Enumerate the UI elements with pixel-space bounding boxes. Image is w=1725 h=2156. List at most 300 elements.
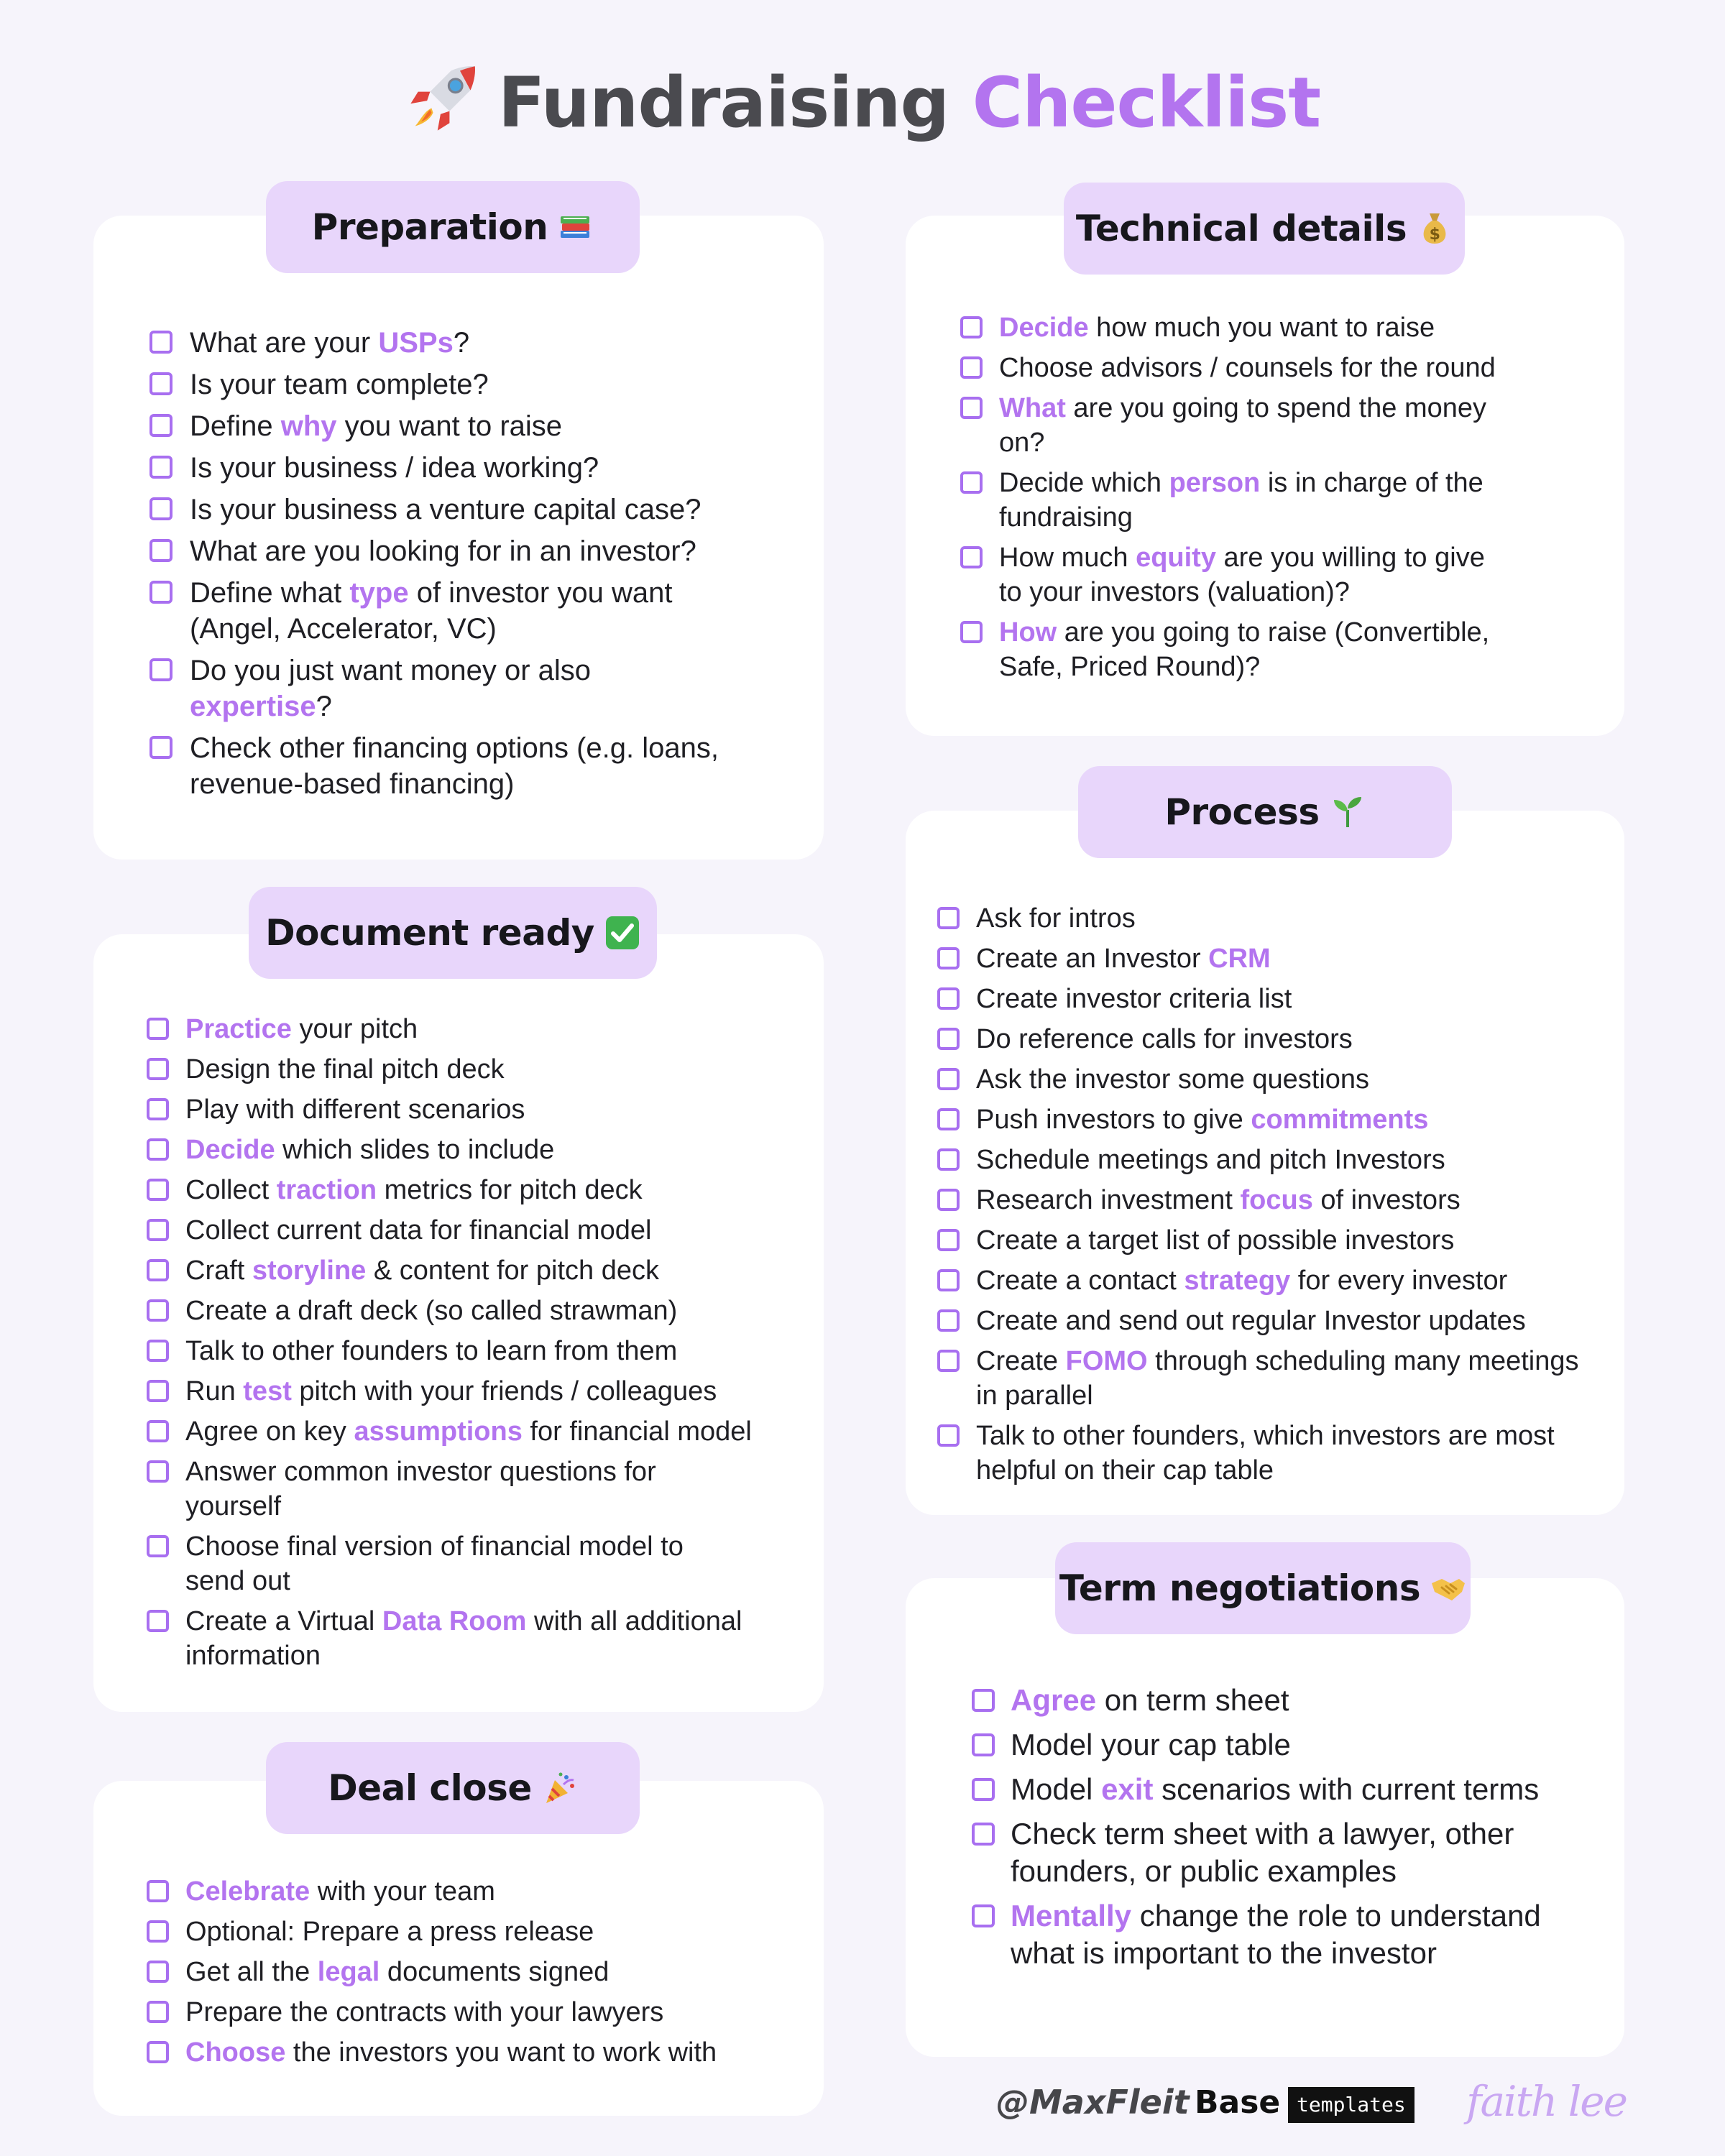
item-text xyxy=(185,1294,752,1328)
item-text-part: Define what xyxy=(190,577,350,609)
item-text xyxy=(190,450,719,486)
preparation-heading xyxy=(266,181,640,273)
checkbox[interactable] xyxy=(937,1424,960,1447)
item-text-part: through scheduling many meetings xyxy=(1147,1346,1579,1376)
document-item[interactable] xyxy=(147,1213,752,1248)
item-text-part: ? xyxy=(316,691,332,722)
item-text xyxy=(999,540,1496,575)
preparation-item[interactable] xyxy=(150,492,719,528)
item-text xyxy=(976,1062,1579,1097)
item-text xyxy=(999,351,1496,385)
preparation-list xyxy=(150,325,719,808)
document-item[interactable] xyxy=(147,1294,752,1328)
checkbox[interactable] xyxy=(937,1229,960,1251)
item-text-part: Ask for intros xyxy=(976,903,1136,934)
checkbox[interactable] xyxy=(150,736,172,759)
document-item[interactable] xyxy=(147,1604,752,1673)
item-text-part: Optional: Prepare a press release xyxy=(185,1917,594,1947)
checkbox[interactable] xyxy=(147,1299,169,1322)
item-text xyxy=(190,730,719,766)
item-text-part: Check term sheet with a lawyer, other xyxy=(1011,1817,1514,1851)
books-icon xyxy=(558,209,594,245)
document-item[interactable] xyxy=(147,1253,752,1288)
document-item[interactable] xyxy=(147,1374,752,1409)
checkbox[interactable] xyxy=(960,471,983,494)
item-text-part: for every investor xyxy=(1290,1266,1508,1296)
item-text xyxy=(999,466,1496,500)
item-text-line2 xyxy=(190,766,719,802)
item-text-part: What are your xyxy=(190,327,379,359)
checkbox[interactable] xyxy=(150,414,172,437)
highlight-text: How xyxy=(999,617,1057,648)
highlight-text: Decide xyxy=(999,313,1089,343)
money-bag-icon xyxy=(1417,211,1453,247)
highlight-text: Choose xyxy=(185,2037,286,2068)
title-accent: Checklist xyxy=(972,63,1321,143)
item-text-part: with all additional xyxy=(526,1606,742,1636)
technical-heading-text: Technical details xyxy=(1075,208,1407,249)
item-text xyxy=(185,1374,752,1409)
item-text-part: Talk to other founders to learn from them xyxy=(185,1336,678,1366)
term-list xyxy=(972,1682,1541,1979)
item-text-part: Talk to other founders, which investors are most xyxy=(976,1421,1555,1451)
item-text xyxy=(190,533,719,569)
checkbox[interactable] xyxy=(972,1689,995,1712)
item-text xyxy=(185,1955,717,1989)
svg-text:$: $ xyxy=(1429,226,1440,244)
checkbox[interactable] xyxy=(147,1610,169,1632)
highlight-text: exit xyxy=(1101,1772,1154,1806)
process-item[interactable] xyxy=(937,1183,1579,1217)
item-text-part: on term sheet xyxy=(1096,1683,1289,1717)
item-text-part: Create investor criteria list xyxy=(976,984,1292,1014)
checkbox[interactable] xyxy=(972,1778,995,1801)
preparation-item[interactable] xyxy=(150,325,719,361)
item-text xyxy=(185,1092,752,1127)
checkbox[interactable] xyxy=(150,372,172,395)
item-text-part: Is your team complete? xyxy=(190,369,489,400)
highlight-text: CRM xyxy=(1208,944,1271,974)
checkbox[interactable] xyxy=(147,1380,169,1402)
item-text-part: Collect current data for financial model xyxy=(185,1215,652,1245)
item-text xyxy=(976,1263,1579,1298)
footer-brand-tag: templates xyxy=(1288,2087,1414,2123)
preparation-item[interactable] xyxy=(150,730,719,802)
item-text-part: How much xyxy=(999,543,1136,573)
checkbox[interactable] xyxy=(150,658,172,681)
process-item[interactable] xyxy=(937,1022,1579,1056)
title-prefix: Fundraising xyxy=(497,63,949,143)
item-text-part: metrics for pitch deck xyxy=(377,1175,643,1205)
technical-item[interactable] xyxy=(960,615,1496,684)
item-text xyxy=(976,982,1579,1016)
process-item[interactable] xyxy=(937,941,1579,976)
item-text-line2 xyxy=(999,575,1496,609)
technical-list xyxy=(960,310,1496,690)
item-text xyxy=(185,1253,752,1288)
deal-list xyxy=(147,1874,717,2076)
document-list xyxy=(147,1012,752,1679)
process-item[interactable] xyxy=(937,1304,1579,1338)
item-text-part: Create an Investor xyxy=(976,944,1209,974)
item-text-part: Create and send out regular Investor updates xyxy=(976,1306,1526,1336)
item-text-part: Create a contact xyxy=(976,1266,1184,1296)
item-text-part: Craft xyxy=(185,1256,252,1286)
highlight-text: What xyxy=(999,393,1066,423)
item-text-line2 xyxy=(999,500,1496,535)
checkbox[interactable] xyxy=(147,1535,169,1557)
technical-item[interactable] xyxy=(960,466,1496,535)
document-item[interactable] xyxy=(147,1173,752,1207)
item-text-part: are you going to spend the money xyxy=(1065,393,1487,423)
checkbox[interactable] xyxy=(960,397,983,419)
preparation-heading-text: Preparation xyxy=(311,206,548,248)
highlight-text: strategy xyxy=(1184,1266,1291,1296)
seedling-icon xyxy=(1330,794,1366,830)
checkbox[interactable] xyxy=(147,1420,169,1442)
item-text xyxy=(185,1052,752,1087)
checkbox[interactable] xyxy=(150,539,172,562)
item-text-line2 xyxy=(1011,1935,1541,1972)
technical-item[interactable] xyxy=(960,540,1496,609)
highlight-text: traction xyxy=(276,1175,377,1205)
item-text xyxy=(190,492,719,528)
footer-handle: @MaxFleit xyxy=(996,2083,1190,2122)
process-item[interactable] xyxy=(937,1223,1579,1258)
deal-item[interactable] xyxy=(147,1915,717,1949)
checkbox[interactable] xyxy=(972,1733,995,1756)
item-text-part: Create a Virtual xyxy=(185,1606,382,1636)
item-text xyxy=(190,408,719,444)
checkbox[interactable] xyxy=(960,546,983,568)
item-text-part: Model your cap table xyxy=(1011,1728,1291,1761)
item-text xyxy=(185,1173,752,1207)
item-text xyxy=(1011,1682,1541,1719)
item-text xyxy=(190,653,719,688)
document-item[interactable] xyxy=(147,1334,752,1368)
item-text xyxy=(1011,1726,1541,1764)
deal-item[interactable] xyxy=(147,1874,717,1909)
term-item[interactable] xyxy=(972,1815,1541,1890)
checkbox[interactable] xyxy=(147,1460,169,1483)
term-heading-text: Term negotiations xyxy=(1059,1567,1421,1609)
item-text-part: to your investors (valuation)? xyxy=(999,577,1350,607)
highlight-text: storyline xyxy=(252,1256,367,1286)
process-item[interactable] xyxy=(937,901,1579,936)
item-text xyxy=(190,575,719,611)
item-text xyxy=(976,901,1579,936)
item-text xyxy=(1011,1815,1541,1853)
technical-heading xyxy=(1064,183,1465,275)
document-heading-text: Document ready xyxy=(265,912,594,954)
preparation-item[interactable] xyxy=(150,575,719,647)
checkbox[interactable] xyxy=(147,1179,169,1201)
checkbox[interactable] xyxy=(147,2041,169,2063)
item-text-part: your pitch xyxy=(291,1014,418,1044)
item-text-part: is in charge of the xyxy=(1260,468,1484,498)
term-item[interactable] xyxy=(972,1897,1541,1972)
highlight-text: Data Room xyxy=(382,1606,527,1636)
item-text xyxy=(976,1419,1579,1453)
item-text xyxy=(976,1304,1579,1338)
item-text-part: Is your business a venture capital case? xyxy=(190,494,702,525)
checkbox[interactable] xyxy=(960,621,983,643)
highlight-text: Agree xyxy=(1011,1683,1097,1717)
highlight-text: Celebrate xyxy=(185,1876,310,1907)
checkbox[interactable] xyxy=(147,1018,169,1040)
term-item[interactable] xyxy=(972,1682,1541,1719)
item-text-part: Choose advisors / counsels for the round xyxy=(999,353,1496,383)
technical-item[interactable] xyxy=(960,351,1496,385)
item-text-part: scenarios with current terms xyxy=(1153,1772,1540,1806)
item-text-part: Collect xyxy=(185,1175,277,1205)
item-text xyxy=(185,1133,752,1167)
checkbox[interactable] xyxy=(147,1098,169,1120)
preparation-item[interactable] xyxy=(150,533,719,569)
checkbox[interactable] xyxy=(972,1904,995,1927)
checkbox[interactable] xyxy=(937,987,960,1010)
highlight-text: focus xyxy=(1240,1185,1313,1215)
item-text xyxy=(999,615,1496,650)
process-list xyxy=(937,901,1579,1493)
checkbox[interactable] xyxy=(937,1108,960,1130)
preparation-item[interactable] xyxy=(150,450,719,486)
item-text xyxy=(1011,1771,1541,1808)
checkbox[interactable] xyxy=(150,331,172,354)
deal-item[interactable] xyxy=(147,2035,717,2070)
highlight-text: FOMO xyxy=(1065,1346,1148,1376)
item-text-part: Schedule meetings and pitch Investors xyxy=(976,1145,1445,1175)
process-item[interactable] xyxy=(937,1344,1579,1413)
item-text xyxy=(185,1213,752,1248)
checkbox[interactable] xyxy=(937,1068,960,1090)
checkbox[interactable] xyxy=(147,1138,169,1161)
item-text xyxy=(185,1874,717,1909)
item-text-part: Research investment xyxy=(976,1185,1241,1215)
item-text xyxy=(976,1183,1579,1217)
checkbox[interactable] xyxy=(147,1880,169,1902)
document-item[interactable] xyxy=(147,1052,752,1087)
item-text-part: documents signed xyxy=(380,1957,610,1987)
item-text xyxy=(185,1995,717,2030)
checkbox[interactable] xyxy=(960,356,983,379)
item-text xyxy=(999,310,1496,345)
item-text xyxy=(976,941,1579,976)
process-heading xyxy=(1078,766,1452,858)
term-item[interactable] xyxy=(972,1726,1541,1764)
process-item[interactable] xyxy=(937,1062,1579,1097)
item-text-part: you want to raise xyxy=(336,410,563,442)
page-title xyxy=(0,62,1725,143)
highlight-text: legal xyxy=(317,1957,380,1987)
party-popper-icon xyxy=(542,1770,578,1806)
item-text-part: Create xyxy=(976,1346,1066,1376)
item-text-part: of investor you want xyxy=(408,577,673,609)
process-item[interactable] xyxy=(937,1102,1579,1137)
technical-item[interactable] xyxy=(960,310,1496,345)
deal-heading xyxy=(266,1742,640,1834)
item-text xyxy=(185,1455,752,1489)
item-text-part: Get all the xyxy=(185,1957,318,1987)
item-text-part: ? xyxy=(453,327,470,359)
deal-item[interactable] xyxy=(147,1955,717,1989)
checkbox[interactable] xyxy=(147,2001,169,2023)
document-item[interactable] xyxy=(147,1092,752,1127)
item-text-part: are you willing to give xyxy=(1215,543,1485,573)
item-text-part: Choose final version of financial model to xyxy=(185,1531,684,1562)
process-heading-text: Process xyxy=(1164,791,1320,833)
item-text-part: Play with different scenarios xyxy=(185,1095,525,1125)
checkbox[interactable] xyxy=(960,316,983,338)
checkbox[interactable] xyxy=(150,497,172,520)
highlight-text: commitments xyxy=(1251,1105,1429,1135)
item-text-part: pitch with your friends / colleagues xyxy=(291,1376,717,1406)
item-text xyxy=(976,1022,1579,1056)
checkbox[interactable] xyxy=(937,1028,960,1050)
item-text-part: Safe, Priced Round)? xyxy=(999,652,1261,682)
item-text-part: Model xyxy=(1011,1772,1102,1806)
item-text xyxy=(185,1414,752,1449)
item-text-part: how much you want to raise xyxy=(1088,313,1435,343)
checkbox[interactable] xyxy=(147,1259,169,1281)
document-item[interactable] xyxy=(147,1012,752,1046)
checkbox[interactable] xyxy=(147,1340,169,1362)
item-text-part: Create a target list of possible investors xyxy=(976,1225,1455,1256)
process-item[interactable] xyxy=(937,1419,1579,1488)
document-item[interactable] xyxy=(147,1529,752,1598)
footer-brand: Base xyxy=(1195,2084,1281,2121)
highlight-text: why xyxy=(280,410,337,442)
checkbox[interactable] xyxy=(147,1920,169,1943)
item-text-part: in parallel xyxy=(976,1381,1093,1411)
item-text-part: yourself xyxy=(185,1491,282,1521)
rocket-icon xyxy=(405,62,479,137)
item-text xyxy=(976,1223,1579,1258)
item-text-part: Is your business / idea working? xyxy=(190,452,599,484)
item-text-part: (Angel, Accelerator, VC) xyxy=(190,613,497,645)
item-text-part: Run xyxy=(185,1376,244,1406)
preparation-item[interactable] xyxy=(150,408,719,444)
term-item[interactable] xyxy=(972,1771,1541,1808)
item-text xyxy=(976,1143,1579,1177)
highlight-text: Practice xyxy=(185,1014,292,1044)
highlight-text: Mentally xyxy=(1011,1899,1132,1932)
item-text-part: Ask the investor some questions xyxy=(976,1064,1370,1095)
checkbox[interactable] xyxy=(150,456,172,479)
item-text-part: for financial model xyxy=(522,1416,752,1447)
footer-signature: faith lee xyxy=(1466,2077,1627,2126)
item-text-part: Decide which xyxy=(999,468,1169,498)
item-text-part: & content for pitch deck xyxy=(366,1256,659,1286)
checkbox[interactable] xyxy=(937,1350,960,1372)
item-text-part: fundraising xyxy=(999,502,1133,533)
item-text-part: send out xyxy=(185,1566,290,1596)
highlight-text: expertise xyxy=(190,691,316,722)
highlight-text: person xyxy=(1169,468,1261,498)
item-text-part: Answer common investor questions for xyxy=(185,1457,656,1487)
technical-item[interactable] xyxy=(960,391,1496,460)
item-text-line2 xyxy=(999,425,1496,460)
deal-item[interactable] xyxy=(147,1995,717,2030)
term-heading xyxy=(1055,1542,1471,1634)
item-text xyxy=(190,367,719,402)
checkbox[interactable] xyxy=(972,1823,995,1846)
checkbox[interactable] xyxy=(937,1269,960,1291)
item-text-part: change the role to understand xyxy=(1131,1899,1541,1932)
highlight-text: Decide xyxy=(185,1135,275,1165)
item-text-part: Push investors to give xyxy=(976,1105,1251,1135)
checkbox[interactable] xyxy=(937,1148,960,1171)
item-text-line2 xyxy=(185,1564,752,1598)
check-mark-icon xyxy=(604,915,640,951)
document-heading xyxy=(249,887,657,979)
item-text-part: on? xyxy=(999,428,1045,458)
item-text-part: revenue-based financing) xyxy=(190,768,515,800)
highlight-text: assumptions xyxy=(354,1416,523,1447)
process-item[interactable] xyxy=(937,1263,1579,1298)
preparation-item[interactable] xyxy=(150,367,719,402)
item-text-part: Create a draft deck (so called strawman) xyxy=(185,1296,678,1326)
document-item[interactable] xyxy=(147,1133,752,1167)
item-text-part: with your team xyxy=(310,1876,495,1907)
process-item[interactable] xyxy=(937,1143,1579,1177)
item-text-part: Prepare the contracts with your lawyers xyxy=(185,1997,664,2027)
preparation-item[interactable] xyxy=(150,653,719,724)
item-text-part: what is important to the investor xyxy=(1011,1936,1437,1970)
item-text-part: Design the final pitch deck xyxy=(185,1054,505,1084)
highlight-text: test xyxy=(243,1376,292,1406)
item-text-part: Agree on key xyxy=(185,1416,354,1447)
document-item[interactable] xyxy=(147,1455,752,1524)
item-text xyxy=(190,325,719,361)
checkbox[interactable] xyxy=(147,1219,169,1241)
item-text xyxy=(976,1102,1579,1137)
item-text-line2 xyxy=(1011,1853,1541,1890)
checkbox[interactable] xyxy=(147,1058,169,1080)
item-text-line2 xyxy=(185,1489,752,1524)
item-text-line2 xyxy=(190,611,719,647)
item-text-part: the investors you want to work with xyxy=(285,2037,717,2068)
item-text xyxy=(185,2035,717,2070)
item-text-part: which slides to include xyxy=(275,1135,555,1165)
item-text xyxy=(999,391,1496,425)
highlight-text: USPs xyxy=(378,327,454,359)
item-text-part: What are you looking for in an investor? xyxy=(190,535,696,567)
deal-heading-text: Deal close xyxy=(328,1767,532,1809)
handshake-icon xyxy=(1430,1570,1466,1606)
checkbox[interactable] xyxy=(937,947,960,969)
highlight-text: equity xyxy=(1136,543,1216,573)
item-text-part: Do reference calls for investors xyxy=(976,1024,1353,1054)
checkbox[interactable] xyxy=(937,1189,960,1211)
item-text-line2 xyxy=(999,650,1496,684)
document-item[interactable] xyxy=(147,1414,752,1449)
checkbox[interactable] xyxy=(937,907,960,929)
checkbox[interactable] xyxy=(147,1961,169,1983)
footer xyxy=(992,2076,1627,2140)
item-text-line2 xyxy=(976,1453,1579,1488)
checkbox[interactable] xyxy=(150,581,172,604)
item-text-part: Check other financing options (e.g. loans, xyxy=(190,732,719,764)
item-text-part: information xyxy=(185,1641,321,1671)
item-text-part: Do you just want money or also xyxy=(190,655,592,686)
item-text-part: are you going to raise (Convertible, xyxy=(1057,617,1490,648)
item-text xyxy=(185,1529,752,1564)
item-text xyxy=(185,1012,752,1046)
item-text-part: helpful on their cap table xyxy=(976,1455,1274,1485)
process-item[interactable] xyxy=(937,982,1579,1016)
checkbox[interactable] xyxy=(937,1309,960,1332)
